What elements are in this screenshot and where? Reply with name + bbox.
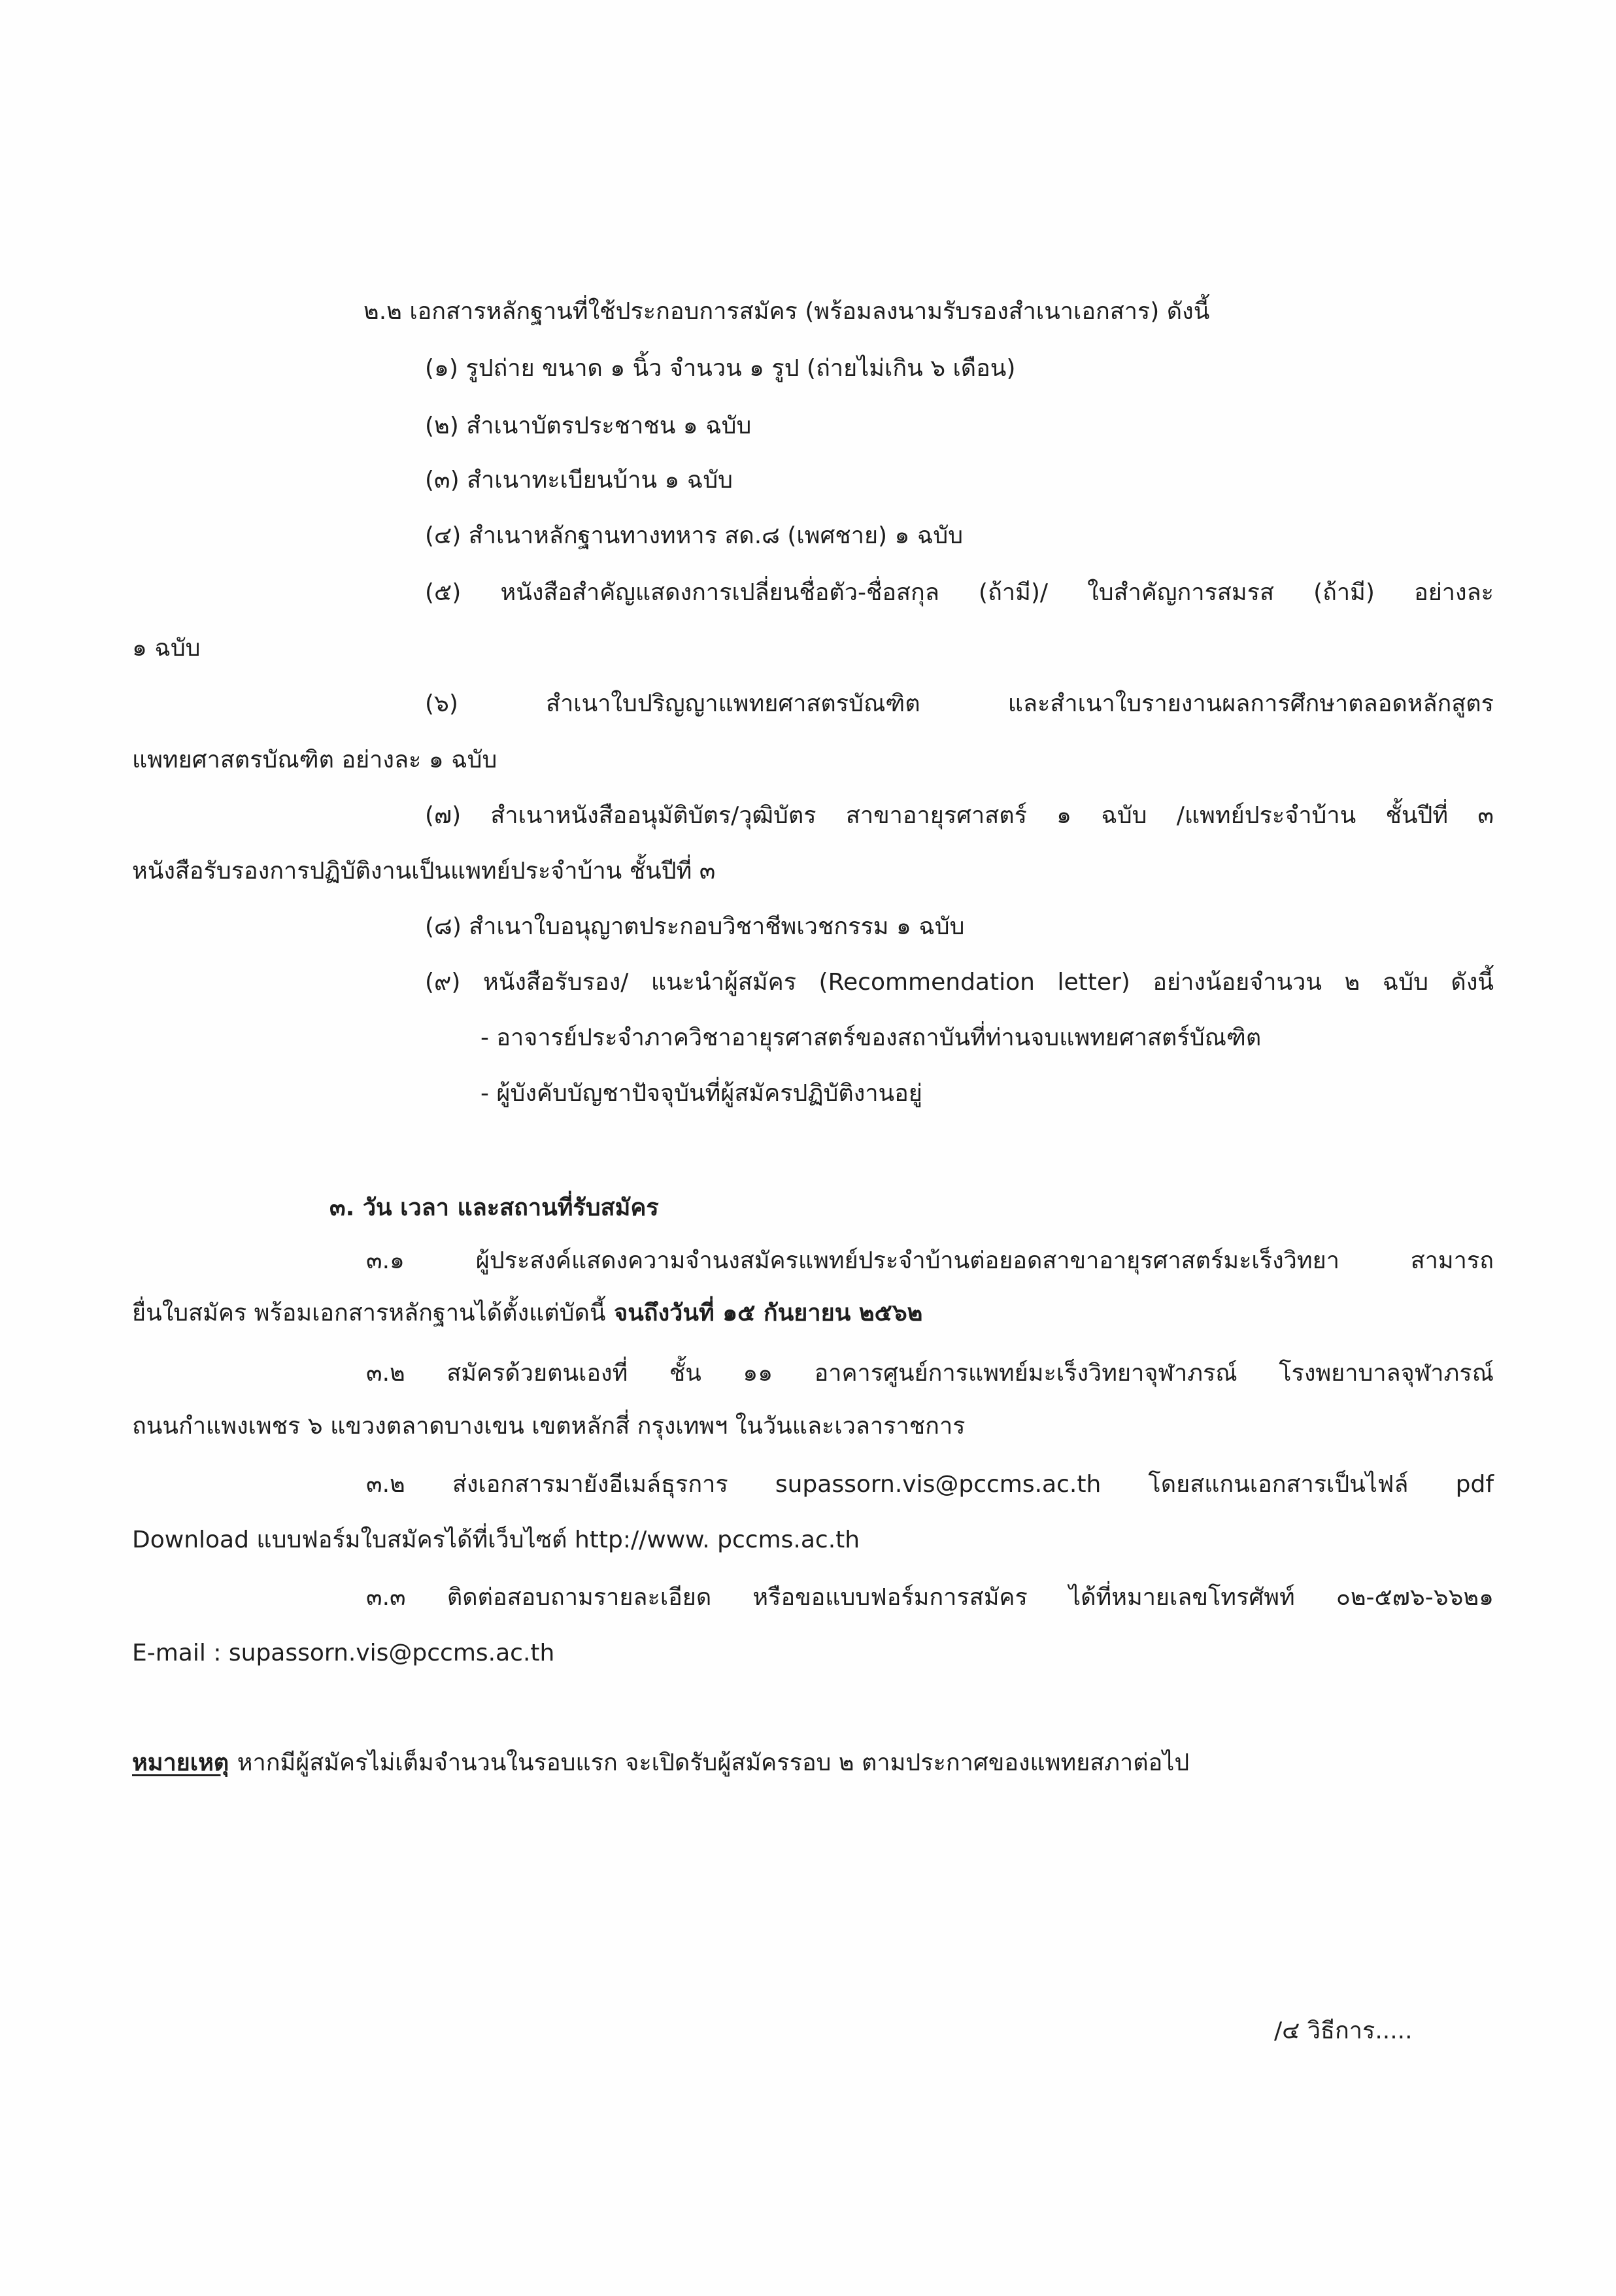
item-6-line-1: (๖) สำเนาใบปริญญาแพทยศาสตรบัณฑิต และสำเนาใบรายงานผลการศึกษาตลอดหลักสูตร — [425, 690, 1494, 717]
deadline-text: จนถึงวันที่ ๑๕ กันยายน ๒๕๖๒ — [614, 1300, 923, 1326]
item-3-1-line-2 — [132, 1294, 922, 1333]
note-text: หากมีผู้สมัครไม่เต็มจำนวนในรอบแรก จะเปิดรับผู้สมัครรอบ ๒ ตามประกาศของแพทยสภาต่อไป — [237, 1749, 1190, 1776]
item-2: (๒) สำเนาบัตรประชาชน ๑ ฉบับ — [425, 413, 752, 439]
note-label: หมายเหตุ — [132, 1749, 229, 1776]
item-3-2-line-2: ถนนกำแพงเพชร ๖ แขวงตลาดบางเขน เขตหลักสี่ กรุงเทพฯ ในวันและเวลาราชการ — [132, 1413, 966, 1440]
item-3-3-line-1: ๓.๓ ติดต่อสอบถามรายละเอียด หรือขอแบบฟอร์มการสมัคร ได้ที่หมายเลขโทรศัพท์ ๐๒-๕๗๖-๖๖๒๑ — [366, 1584, 1494, 1611]
item-3-1-line-1: ๓.๑ ผู้ประสงค์แสดงความจำนงสมัครแพทย์ประจำบ้านต่อยอดสาขาอายุรศาสตร์มะเร็งวิทยา สามารถ — [366, 1247, 1494, 1274]
item-9-sub-1: - อาจารย์ประจำภาควิชาอายุรศาสตร์ของสถาบันที่ท่านจบแพทยศาสตร์บัณฑิต — [480, 1024, 1262, 1051]
item-7-line-1: (๗) สำเนาหนังสืออนุมัติบัตร/วุฒิบัตร สาขาอายุรศาสตร์ ๑ ฉบับ /แพทย์ประจำบ้าน ชั้นปีที่ ๓ — [425, 802, 1494, 829]
item-3: (๓) สำเนาทะเบียนบ้าน ๑ ฉบับ — [425, 467, 733, 494]
note-line — [132, 1744, 1189, 1783]
item-9-sub-2: - ผู้บังคับบัญชาปัจจุบันที่ผู้สมัครปฏิบัติงานอยู่ — [480, 1080, 922, 1107]
item-5-line-1: (๕) หนังสือสำคัญแสดงการเปลี่ยนชื่อตัว-ชื่อสกุล (ถ้ามี)/ ใบสำคัญการสมรส (ถ้ามี) อย่างละ — [425, 579, 1494, 606]
item-3-1-text: ยื่นใบสมัคร พร้อมเอกสารหลักฐานได้ตั้งแต่บัดนี้ — [132, 1300, 606, 1326]
item-7-line-2: หนังสือรับรองการปฏิบัติงานเป็นแพทย์ประจำบ้าน ชั้นปีที่ ๓ — [132, 858, 716, 885]
section-3-heading: ๓. วัน เวลา และสถานที่รับสมัคร — [329, 1194, 659, 1221]
item-3-3-line-2: E-mail : supassorn.vis@pccms.ac.th — [132, 1640, 555, 1666]
section-2-2-heading: ๒.๒ เอกสารหลักฐานที่ใช้ประกอบการสมัคร (พร้อมลงนามรับรองสำเนาเอกสาร) ดังนี้ — [363, 298, 1210, 325]
item-8: (๘) สำเนาใบอนุญาตประกอบวิชาชีพเวชกรรม ๑ ฉบับ — [425, 913, 965, 940]
item-6-line-2: แพทยศาสตรบัณฑิต อย่างละ ๑ ฉบับ — [132, 747, 497, 773]
item-3-2b-line-2: Download แบบฟอร์มใบสมัครได้ที่เว็บไซต์ http://www. pccms.ac.th — [132, 1527, 860, 1553]
item-1: (๑) รูปถ่าย ขนาด ๑ นิ้ว จำนวน ๑ รูป (ถ่ายไม่เกิน ๖ เดือน) — [425, 355, 1016, 382]
item-9: (๙) หนังสือรับรอง/ แนะนำผู้สมัคร (Recommendation letter) อย่างน้อยจำนวน ๒ ฉบับ ดังนี้ — [425, 969, 1494, 996]
item-5-line-2: ๑ ฉบับ — [132, 635, 201, 662]
item-4: (๔) สำเนาหลักฐานทางทหาร สด.๘ (เพศชาย) ๑ ฉบับ — [425, 522, 964, 549]
item-3-2b-line-1: ๓.๒ ส่งเอกสารมายังอีเมล์ธุรการ supassorn.vis@pccms.ac.th โดยสแกนเอกสารเป็นไฟล์ pdf — [366, 1471, 1494, 1498]
continuation-marker: /๔ วิธีการ..... — [1274, 2017, 1413, 2044]
item-3-2-line-1: ๓.๒ สมัครด้วยตนเองที่ ชั้น ๑๑ อาคารศูนย์การแพทย์มะเร็งวิทยาจุฬาภรณ์ โรงพยาบาลจุฬาภรณ์ — [366, 1360, 1494, 1387]
